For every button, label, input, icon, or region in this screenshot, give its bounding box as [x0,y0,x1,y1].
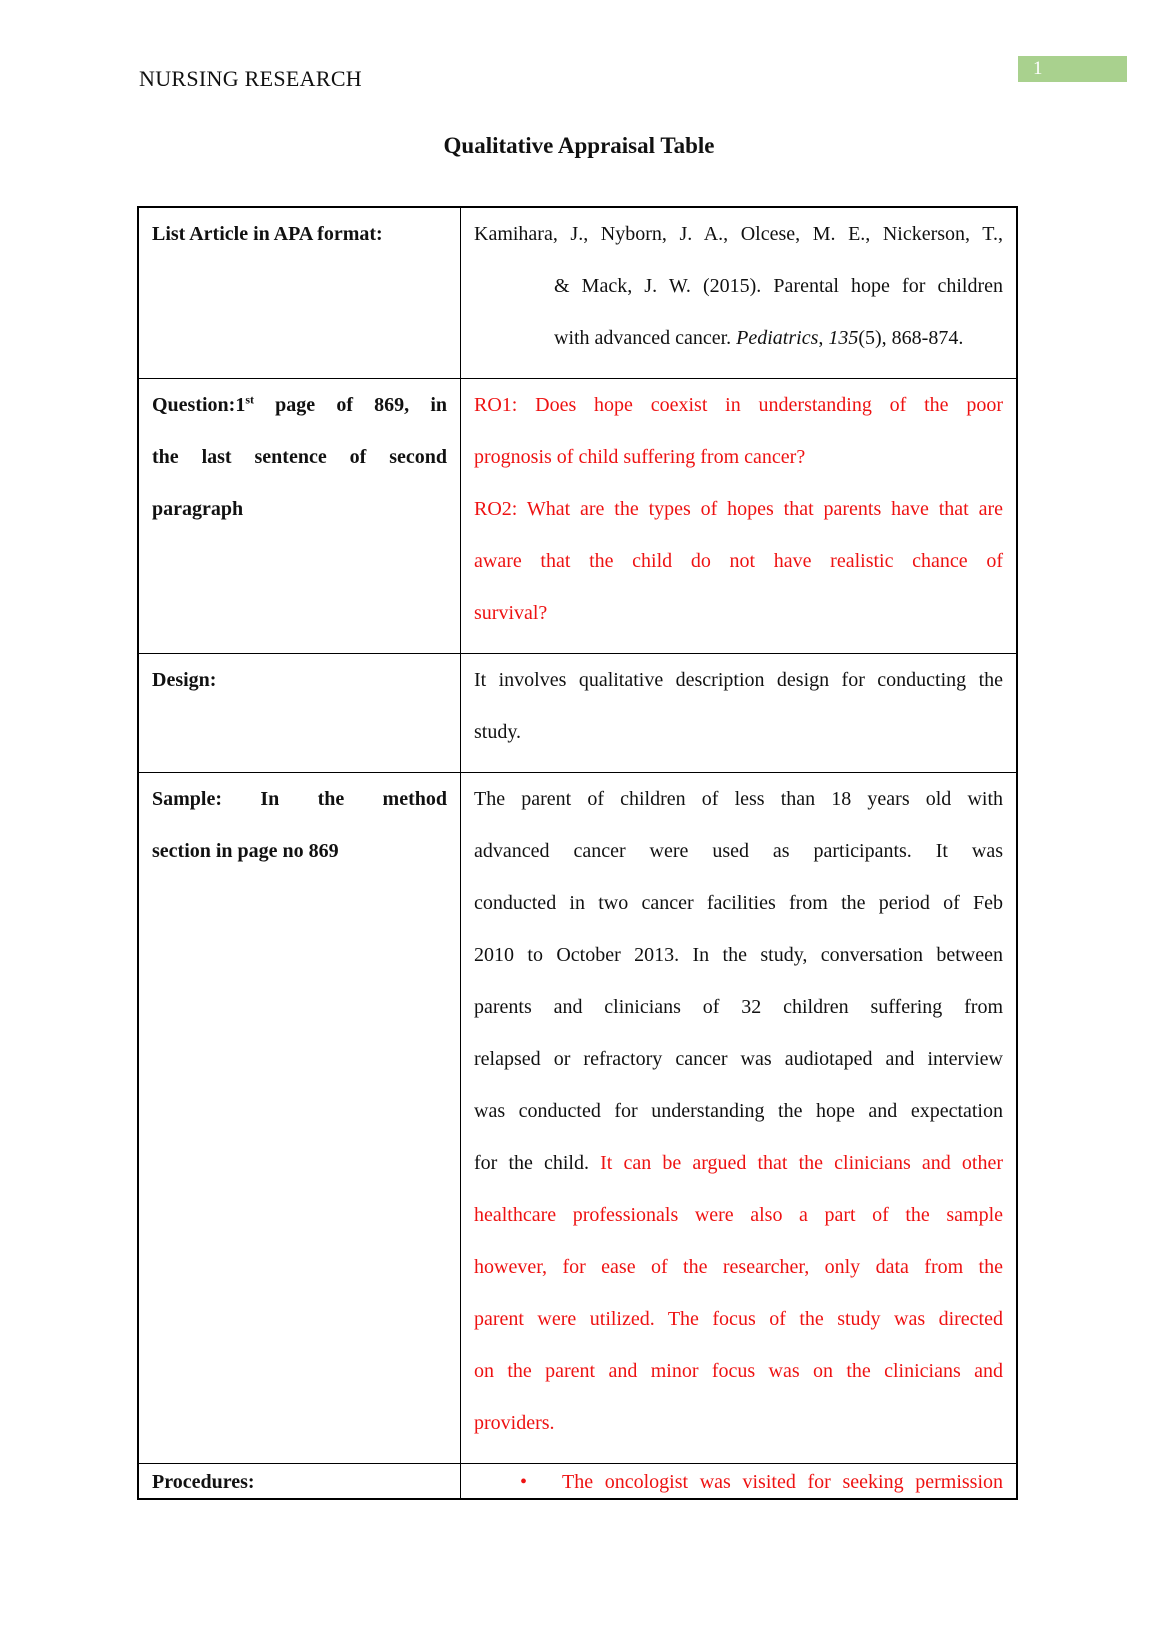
text-segment: & Mack, J. W. (2015). Parental hope for children [554,275,1003,297]
text-line [474,208,1003,260]
text-line [474,587,1003,639]
text-line [474,1293,1003,1345]
page-number-badge: 1 [1018,56,1127,82]
row-content-sample [461,773,1018,1464]
text-line [152,483,447,535]
text-segment: section in page no 869 [152,840,339,862]
text-segment: advanced cancer were used as participants. It was [474,840,1003,862]
text-segment: however, for ease of the researcher, only data from the [474,1256,1003,1278]
text-line [474,825,1003,877]
table-row-sample [138,773,1017,1464]
text-line [474,483,1003,535]
bullet-icon: • [520,1471,528,1493]
text-segment: Pediatrics [736,327,819,349]
table-row-apa-reference [138,207,1017,379]
text-segment: study. [474,721,522,743]
text-segment: (5), 868-874. [858,327,964,349]
text-segment: aware that the child do not have realistic chance of [474,550,1003,572]
text-segment: 135 [828,327,859,349]
table-row-research-question [138,379,1017,654]
text-segment: Sample: In the method [152,788,447,810]
text-segment: Design: [152,669,217,691]
text-segment: Procedures: [152,1471,255,1493]
appraisal-table-body [138,207,1017,1499]
text-segment: RO2: What are the types of hopes that parents have that are [474,498,1003,520]
text-line [474,535,1003,587]
text-line [152,431,447,483]
document-title: Qualitative Appraisal Table [443,133,715,158]
text-segment: the last sentence of second [152,446,447,468]
text-segment: for the child. [474,1152,601,1174]
row-content-research-question [461,379,1018,654]
running-head: NURSING RESEARCH [139,66,362,91]
text-line [474,1033,1003,1085]
text-segment: conducted in two cancer facilities from the period of Feb [474,892,1003,914]
row-label-procedures [138,1464,461,1500]
text-segment: Kamihara, J., Nyborn, J. A., Olcese, M. E., Nickerson, T., [474,223,1003,245]
text-segment: The parent of children of less than 18 years old with [474,788,1003,810]
row-label-design [138,654,461,773]
text-line [474,431,1003,483]
text-segment: 2010 to October 2013. In the study, conversation between [474,944,1003,966]
text-line [474,260,1003,312]
text-line [474,877,1003,929]
text-segment: parents and clinicians of 32 children suffering from [474,996,1003,1018]
qualitative-appraisal-table [137,206,1018,1500]
text-segment: was conducted for understanding the hope and expectation [474,1100,1003,1122]
text-line [474,1345,1003,1397]
text-segment: Question:1 [152,394,246,416]
row-label-apa-reference [138,207,461,379]
text-line [474,1397,1003,1449]
text-line [474,1085,1003,1137]
text-segment: providers. [474,1412,555,1434]
row-label-sample [138,773,461,1464]
row-content-procedures [461,1464,1018,1500]
row-label-research-question [138,379,461,654]
text-segment: page of 869, in [254,394,447,416]
table-row-procedures [138,1464,1017,1500]
row-content-apa-reference [461,207,1018,379]
text-line [474,981,1003,1033]
text-segment: parent were utilized. The focus of the study was directed [474,1308,1003,1330]
text-segment: st [245,392,255,407]
text-line [152,825,447,877]
table-row-design [138,654,1017,773]
row-content-design [461,654,1018,773]
text-line [474,379,1003,431]
text-line [474,312,1003,364]
text-segment: survival? [474,602,548,624]
text-line [152,773,447,825]
text-segment: List Article in APA format: [152,223,383,245]
text-segment: The oncologist was visited for seeking permission [562,1471,1003,1493]
text-segment: , [818,327,829,349]
text-line [474,1241,1003,1293]
text-line [152,379,447,431]
text-segment: relapsed or refractory cancer was audiotaped and interview [474,1048,1003,1070]
text-segment: It can be argued that the clinicians and other [600,1152,1003,1174]
text-line [474,773,1003,825]
text-line [474,1137,1003,1189]
bullet-line [474,1467,1003,1497]
text-segment: RO1: Does hope coexist in understanding of the poor [474,394,1003,416]
text-segment: healthcare professionals were also a part of the sample [474,1204,1003,1226]
text-segment: paragraph [152,498,244,520]
text-segment: prognosis of child suffering from cancer? [474,446,806,468]
text-segment: with advanced cancer. [554,327,737,349]
text-line [152,654,447,706]
text-line [152,208,447,260]
text-segment: on the parent and minor focus was on the clinicians and [474,1360,1003,1382]
text-line [152,1467,447,1497]
text-line [474,654,1003,706]
text-segment: It involves qualitative description design for conducting the [474,669,1003,691]
text-line [474,1189,1003,1241]
text-line [474,706,1003,758]
text-line [474,929,1003,981]
